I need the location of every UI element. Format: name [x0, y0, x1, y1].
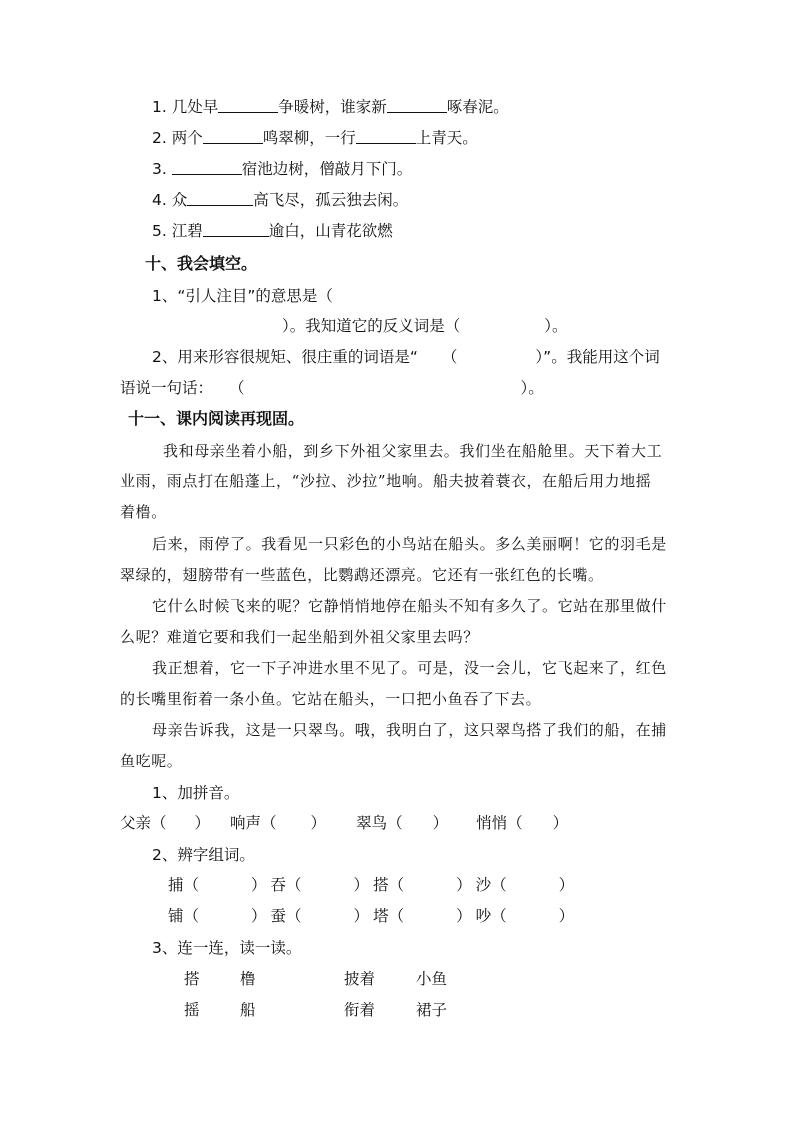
answer-blank[interactable] [172, 159, 242, 175]
poem-text: 上青天。 [415, 129, 478, 147]
poem-text: 几处早 [171, 98, 219, 116]
poem-line-4 [152, 190, 408, 210]
poem-line-2 [152, 128, 478, 148]
poem-text: 鸣翠柳，一行 [262, 129, 356, 147]
section-11-title: 十一、课内阅读再现固。 [128, 409, 305, 428]
item-number: 3. [152, 160, 167, 178]
question-3-title: 3、连一连，读一读。 [152, 939, 302, 957]
poem-text: 逾白，山青花欲燃 [268, 222, 393, 240]
fill-question-2-line-1: 2、用来形容很规矩、很庄重的词语是“ （ ）”。我能用这个词 [152, 348, 660, 366]
passage-line: 的长嘴里衔着一条小鱼。它站在船头，一口把小鱼吞了下去。 [120, 690, 542, 708]
question-2-title: 2、辨字组词。 [152, 846, 255, 864]
poem-line-1 [152, 97, 509, 117]
poem-text: 高飞尽，孤云独去闲。 [253, 191, 409, 209]
char-row-1: 捕（ ） 吞（ ） 搭（ ） 沙（ ） [168, 876, 575, 894]
poem-text: 江碧 [171, 222, 203, 240]
match-word[interactable]: 搭 [184, 970, 200, 988]
poem-text: 两个 [171, 129, 203, 147]
passage-line: 它什么时候飞来的呢？它静悄悄地停在船头不知有多久了。它站在那里做什 [152, 597, 667, 615]
item-number: 4. [152, 191, 167, 209]
answer-blank[interactable] [203, 221, 269, 237]
passage-line: 我和母亲坐着小船，到乡下外祖父家里去。我们坐在船舱里。天下着大工 [163, 442, 663, 460]
passage-line: 翠绿的，翅膀带有一些蓝色，比鹦鹉还漂亮。它还有一张红色的长嘴。 [120, 566, 604, 584]
poem-text: 宿池边树，僧敲月下门。 [241, 160, 413, 178]
fill-question-1-line-2: ）。我知道它的反义词是（ ）。 [282, 317, 568, 335]
answer-blank[interactable] [387, 97, 447, 113]
passage-line: 么呢？难道它要和我们一起坐船到外祖父家里去吗？ [120, 628, 479, 646]
passage-line: 业雨，雨点打在船蓬上，“沙拉、沙拉”地响。船夫披着蓑衣，在船后用力地摇 [120, 472, 652, 490]
poem-text: 众 [171, 191, 188, 209]
item-number: 2. [152, 129, 167, 147]
match-word[interactable]: 橹 [240, 970, 256, 988]
poem-line-5 [152, 221, 393, 241]
match-word[interactable]: 衔着 [344, 1001, 376, 1019]
answer-blank[interactable] [356, 128, 416, 144]
passage-line: 鱼吃呢。 [120, 752, 183, 770]
poem-line-3 [152, 159, 412, 179]
fill-question-1-line-1: 1、“引人注目”的意思是（ [152, 287, 333, 305]
passage-line: 后来，雨停了。我看见一只彩色的小鸟站在船头。多么美丽啊！它的羽毛是 [152, 535, 667, 553]
item-number: 5. [152, 222, 167, 240]
passage-line: 着橹。 [120, 503, 167, 521]
item-number: 1. [152, 98, 167, 116]
poem-text: 争暖树，谁家新 [278, 98, 387, 116]
match-word[interactable]: 裙子 [416, 1001, 448, 1019]
char-row-2: 铺（ ） 蚕（ ） 塔（ ） 吵（ ） [168, 907, 575, 925]
passage-line: 母亲告诉我，这是一只翠鸟。哦，我明白了，这只翠鸟搭了我们的船，在捕 [152, 721, 667, 739]
answer-blank[interactable] [203, 128, 263, 144]
answer-blank[interactable] [218, 97, 278, 113]
match-word[interactable]: 披着 [344, 970, 376, 988]
question-1-title: 1、加拼音。 [152, 784, 240, 802]
answer-blank[interactable] [187, 190, 253, 206]
fill-question-2-line-2: 语说一句话： （ ）。 [120, 379, 544, 397]
passage-line: 我正想着，它一下子冲进水里不见了。可是，没一会儿，它飞起来了，红色 [152, 659, 667, 677]
match-word[interactable]: 船 [240, 1001, 256, 1019]
match-word[interactable]: 摇 [184, 1001, 200, 1019]
section-10-title: 十、我会填空。 [145, 254, 258, 273]
pinyin-row: 父亲（ ） 响声（ ） 翠鸟（ ） 悄悄（ ） [120, 814, 569, 832]
poem-text: 啄春泥。 [446, 98, 509, 116]
match-word[interactable]: 小鱼 [416, 970, 448, 988]
